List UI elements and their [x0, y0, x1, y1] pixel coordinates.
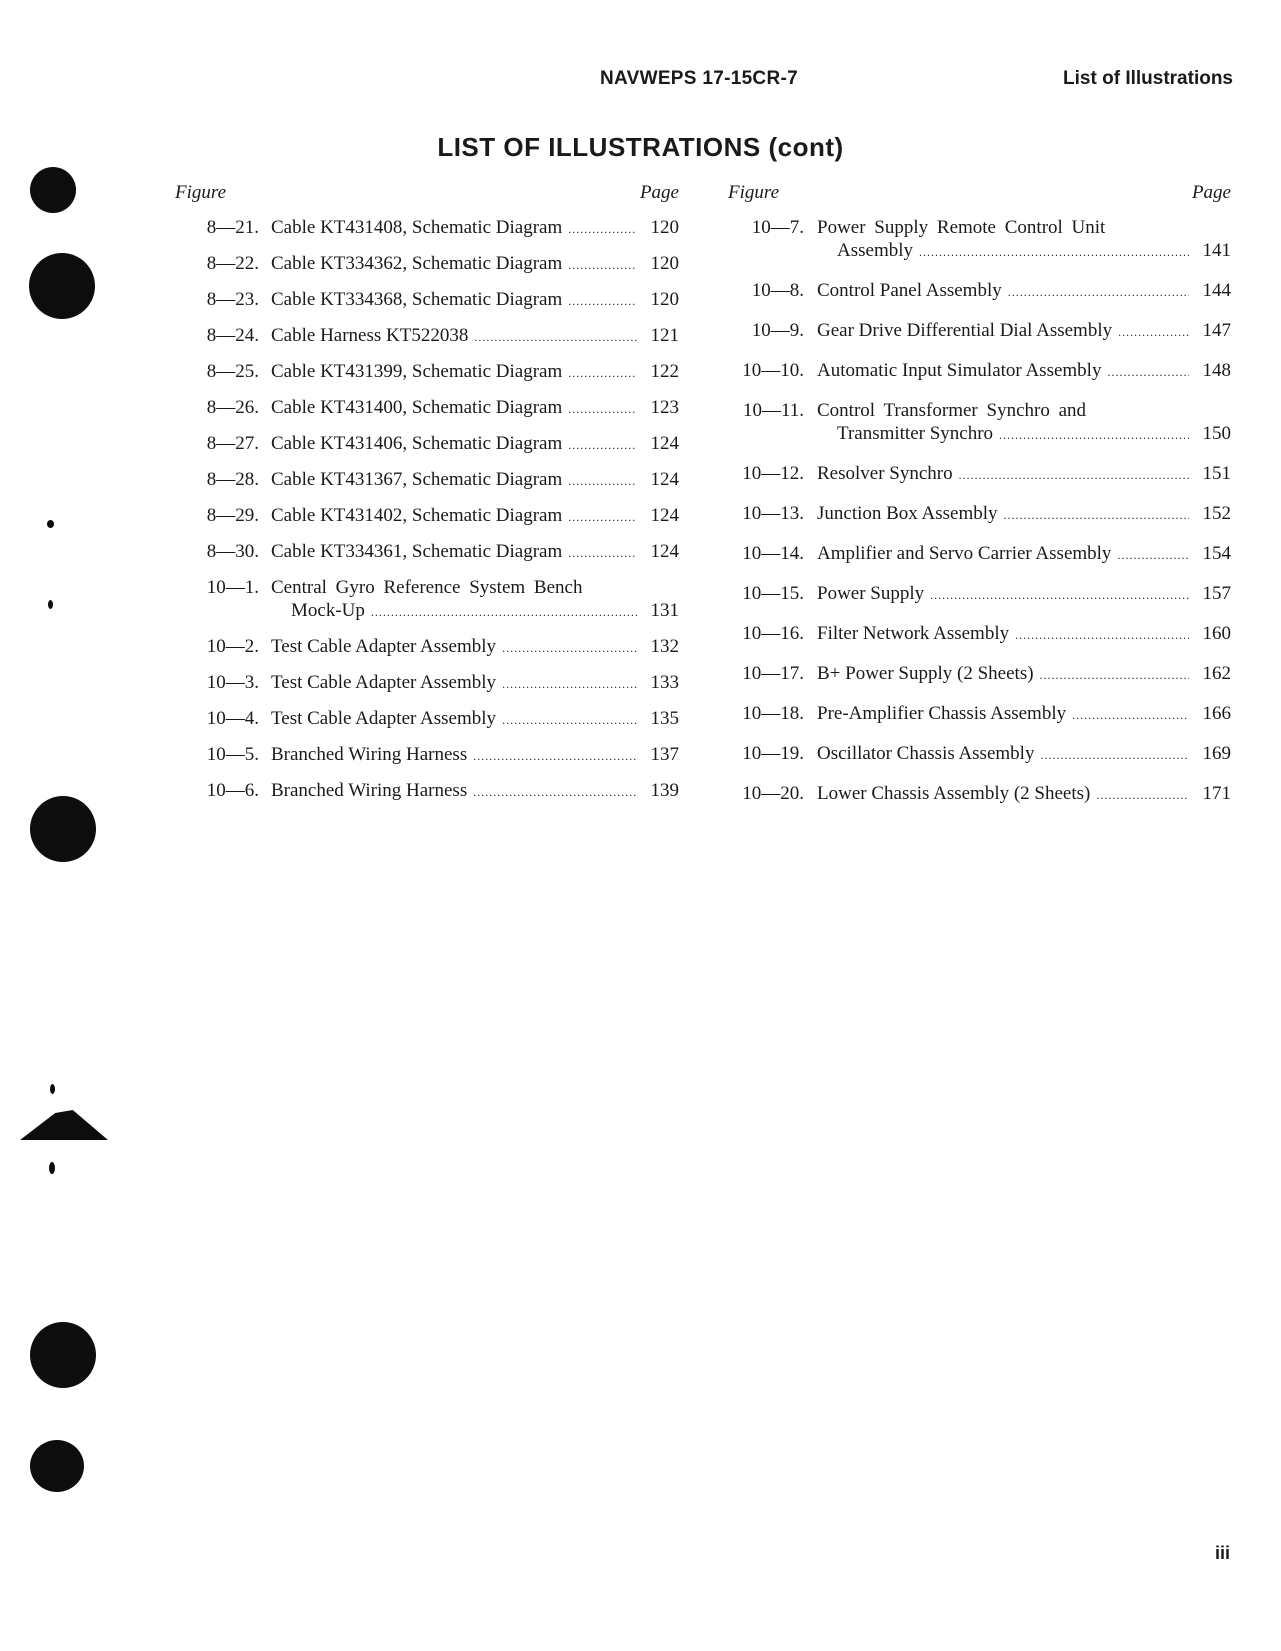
entry-body [817, 542, 1231, 567]
figure-title: Lower Chassis Assembly (2 Sheets) [817, 783, 1091, 804]
figure-title: Cable KT431367, Schematic Diagram [271, 469, 563, 490]
figure-number: 10—11. [742, 400, 804, 421]
figure-number: 10—7. [751, 217, 804, 238]
dot-leader [568, 254, 637, 277]
list-item [175, 540, 679, 565]
figure-title: Cable KT334368, Schematic Diagram [271, 289, 563, 310]
column-header [728, 182, 1231, 206]
punch-hole [30, 1322, 96, 1388]
figure-title-continued: Assembly [837, 240, 913, 261]
punch-hole [29, 253, 95, 319]
entry-body [271, 324, 679, 349]
page-ref: 141 [1202, 240, 1231, 261]
list-item [728, 742, 1231, 767]
dot-leader [1117, 544, 1189, 567]
page-ref: 123 [650, 397, 679, 418]
punch-hole [47, 520, 54, 528]
punch-hole [48, 600, 53, 609]
figure-number: 10—4. [206, 708, 259, 729]
dot-leader [371, 601, 637, 624]
page-ref: 147 [1202, 320, 1231, 341]
figure-title: Control Transformer Synchro and [817, 400, 1087, 421]
dot-leader [502, 709, 637, 732]
page-ref: 166 [1202, 703, 1231, 724]
dot-leader [568, 470, 637, 493]
page-column-label: Page [1191, 182, 1231, 203]
list-item [175, 576, 679, 624]
figure-number: 10—1. [206, 577, 259, 598]
page-ref: 152 [1202, 503, 1231, 524]
page-ref: 162 [1202, 663, 1231, 684]
figure-title: Gear Drive Differential Dial Assembly [817, 320, 1113, 341]
page-ref: 121 [650, 325, 679, 346]
entry-title-line [271, 432, 679, 457]
entry-body [817, 622, 1231, 647]
figure-title-continued: Mock-Up [291, 600, 365, 621]
page-ref: 157 [1202, 583, 1231, 604]
page-ref: 120 [650, 217, 679, 238]
list-item [728, 279, 1231, 304]
entry-title-line [271, 743, 679, 768]
figure-number: 10—17. [742, 663, 804, 684]
list-item [175, 468, 679, 493]
page-ref: 120 [650, 289, 679, 310]
entry-title-line [271, 599, 679, 624]
list-item [728, 542, 1231, 567]
list-item [175, 743, 679, 768]
page-ref: 169 [1202, 743, 1231, 764]
list-item [175, 671, 679, 696]
page-ref: 120 [650, 253, 679, 274]
page-ref: 133 [650, 672, 679, 693]
figure-title: Filter Network Assembly [817, 623, 1010, 644]
figure-title: Central Gyro Reference System Bench [271, 577, 583, 598]
figure-title: Pre-Amplifier Chassis Assembly [817, 703, 1067, 724]
figure-number: 8—25. [206, 361, 259, 382]
entry-title-line [271, 671, 679, 696]
figure-title: Cable KT431400, Schematic Diagram [271, 397, 563, 418]
figure-title: Cable KT431399, Schematic Diagram [271, 361, 563, 382]
page-ref: 132 [650, 636, 679, 657]
figure-number: 8—23. [206, 289, 259, 310]
figure-number: 10—15. [742, 583, 804, 604]
dot-leader [1072, 704, 1189, 727]
figure-title: Test Cable Adapter Assembly [271, 636, 497, 657]
punch-hole [30, 1440, 84, 1492]
entry-body [817, 702, 1231, 727]
list-item [175, 360, 679, 385]
entry-body [271, 288, 679, 313]
list-item [175, 396, 679, 421]
figure-title: Test Cable Adapter Assembly [271, 672, 497, 693]
list-item [728, 782, 1231, 807]
entry-title-line [817, 216, 1231, 239]
list-item [728, 319, 1231, 344]
entry-title-line [817, 279, 1231, 304]
entry-body [271, 576, 679, 624]
figure-column-label: Figure [728, 182, 780, 203]
entry-title-line [271, 504, 679, 529]
figure-number: 8—26. [206, 397, 259, 418]
figure-title: Branched Wiring Harness [271, 744, 468, 765]
entry-title-line [271, 779, 679, 804]
figure-number: 10—8. [751, 280, 804, 301]
dot-leader [930, 584, 1189, 607]
figure-number: 10—10. [742, 360, 804, 381]
entry-body [271, 707, 679, 732]
dot-leader [1015, 624, 1189, 647]
page-ref: 124 [650, 505, 679, 526]
figure-number: 10—14. [742, 543, 804, 564]
dot-leader [568, 542, 637, 565]
entry-body [271, 216, 679, 241]
figure-number: 10—20. [742, 783, 804, 804]
dot-leader [1107, 361, 1189, 384]
entry-title-line [817, 399, 1231, 422]
figure-number: 8—27. [206, 433, 259, 454]
dot-leader [1118, 321, 1189, 344]
entry-body [271, 540, 679, 565]
entry-body [271, 468, 679, 493]
section-title: List of Illustrations [1063, 68, 1233, 89]
entry-title-line [817, 542, 1231, 567]
figure-title: Power Supply Remote Control Unit [817, 217, 1106, 238]
punch-hole [50, 1084, 55, 1094]
entry-body [817, 399, 1231, 447]
illustrations-right-column [728, 182, 1231, 822]
figure-number: 10—6. [206, 780, 259, 801]
entry-title-line [817, 782, 1231, 807]
figure-number: 8—29. [206, 505, 259, 526]
dot-leader [568, 398, 637, 421]
figure-number: 10—9. [751, 320, 804, 341]
page-ref: 150 [1202, 423, 1231, 444]
list-item [728, 216, 1231, 264]
figure-title: Oscillator Chassis Assembly [817, 743, 1035, 764]
entry-title-line [817, 662, 1231, 687]
figure-title: Power Supply [817, 583, 925, 604]
figure-title: Automatic Input Simulator Assembly [817, 360, 1102, 381]
dot-leader [568, 218, 637, 241]
dot-leader [568, 506, 637, 529]
entry-body [271, 635, 679, 660]
dot-leader [502, 673, 637, 696]
column-header [175, 182, 679, 206]
figure-number: 10—16. [742, 623, 804, 644]
list-item [175, 707, 679, 732]
entry-title-line [817, 702, 1231, 727]
dot-leader [1096, 784, 1189, 807]
dot-leader [1040, 664, 1189, 687]
figure-number: 10—13. [742, 503, 804, 524]
entry-body [817, 582, 1231, 607]
page-ref: 154 [1202, 543, 1231, 564]
list-item [175, 324, 679, 349]
dot-leader [959, 464, 1189, 487]
figure-title: Cable KT431406, Schematic Diagram [271, 433, 563, 454]
entry-body [271, 504, 679, 529]
page-ref: 160 [1202, 623, 1231, 644]
page-ref: 124 [650, 433, 679, 454]
entry-body [817, 502, 1231, 527]
entry-body [817, 662, 1231, 687]
dot-leader [1040, 744, 1189, 767]
punch-hole [49, 1162, 55, 1174]
page-ref: 151 [1202, 463, 1231, 484]
entry-body [817, 279, 1231, 304]
figure-title: Amplifier and Servo Carrier Assembly [817, 543, 1112, 564]
list-item [728, 359, 1231, 384]
list-item [728, 502, 1231, 527]
figure-number: 10—19. [742, 743, 804, 764]
page-ref: 171 [1202, 783, 1231, 804]
page-ref: 137 [650, 744, 679, 765]
figure-title: Control Panel Assembly [817, 280, 1002, 301]
entry-title-line [271, 540, 679, 565]
list-item [728, 622, 1231, 647]
page-number: iii [1215, 1543, 1231, 1563]
list-item [175, 432, 679, 457]
figure-title: Branched Wiring Harness [271, 780, 468, 801]
entry-title-line [271, 576, 679, 599]
figure-title: Cable KT334362, Schematic Diagram [271, 253, 563, 274]
entry-title-line [271, 252, 679, 277]
dot-leader [999, 424, 1189, 447]
entry-title-line [817, 462, 1231, 487]
figure-title: Junction Box Assembly [817, 503, 998, 524]
page-ref: 139 [650, 780, 679, 801]
page-ref: 148 [1202, 360, 1231, 381]
dot-leader [568, 434, 637, 457]
entry-body [817, 319, 1231, 344]
entry-title-line [817, 319, 1231, 344]
page-ref: 124 [650, 469, 679, 490]
entry-title-line [817, 422, 1231, 447]
entry-title-line [271, 635, 679, 660]
list-item [175, 288, 679, 313]
page-title: LIST OF ILLUSTRATIONS (cont) [437, 132, 844, 162]
list-item [728, 399, 1231, 447]
figure-number: 8—30. [206, 541, 259, 562]
list-item [728, 702, 1231, 727]
figure-column-label: Figure [175, 182, 227, 203]
entry-title-line [817, 582, 1231, 607]
entry-title-line [271, 468, 679, 493]
dot-leader [502, 637, 637, 660]
entry-title-line [817, 239, 1231, 264]
list-item [175, 635, 679, 660]
dot-leader [473, 745, 637, 768]
list-item [175, 779, 679, 804]
list-item [728, 462, 1231, 487]
entry-title-line [817, 359, 1231, 384]
punch-hole [30, 167, 76, 213]
page-ref: 122 [650, 361, 679, 382]
document-number: NAVWEPS 17-15CR-7 [600, 68, 798, 89]
figure-number: 10—2. [206, 636, 259, 657]
entry-title-line [817, 622, 1231, 647]
entry-body [271, 396, 679, 421]
figure-number: 10—12. [742, 463, 804, 484]
figure-title: Cable KT334361, Schematic Diagram [271, 541, 563, 562]
list-item [175, 216, 679, 241]
entry-title-line [271, 288, 679, 313]
figure-title: Resolver Synchro [817, 463, 953, 484]
entry-body [271, 743, 679, 768]
dot-leader [919, 241, 1189, 264]
entry-body [817, 216, 1231, 264]
dot-leader [1004, 504, 1189, 527]
punch-hole [30, 796, 96, 862]
figure-title-continued: Transmitter Synchro [837, 423, 994, 444]
figure-title: B+ Power Supply (2 Sheets) [817, 663, 1034, 684]
page-ref: 124 [650, 541, 679, 562]
entry-title-line [817, 502, 1231, 527]
page-ref: 131 [650, 600, 679, 621]
figure-number: 8—22. [206, 253, 259, 274]
figure-title: Test Cable Adapter Assembly [271, 708, 497, 729]
entry-body [271, 671, 679, 696]
list-item [728, 662, 1231, 687]
page-column-label: Page [639, 182, 679, 203]
entry-body [817, 782, 1231, 807]
dot-leader [474, 326, 637, 349]
binding-mark [20, 1110, 108, 1140]
dot-leader [473, 781, 637, 804]
entry-title-line [271, 360, 679, 385]
entry-body [817, 462, 1231, 487]
entry-body [271, 360, 679, 385]
figure-title: Cable Harness KT522038 [271, 325, 469, 346]
entry-title-line [271, 216, 679, 241]
figure-number: 8—28. [206, 469, 259, 490]
list-item [175, 252, 679, 277]
dot-leader [568, 362, 637, 385]
entry-body [817, 359, 1231, 384]
figure-title: Cable KT431402, Schematic Diagram [271, 505, 563, 526]
entry-body [271, 432, 679, 457]
entry-title-line [271, 324, 679, 349]
figure-number: 10—3. [206, 672, 259, 693]
figure-number: 8—21. [206, 217, 259, 238]
entry-title-line [271, 396, 679, 421]
list-item [728, 582, 1231, 607]
entry-title-line [271, 707, 679, 732]
dot-leader [568, 290, 637, 313]
page-ref: 135 [650, 708, 679, 729]
entry-body [271, 779, 679, 804]
entry-body [271, 252, 679, 277]
illustrations-left-column [175, 182, 679, 815]
entry-title-line [817, 742, 1231, 767]
entry-body [817, 742, 1231, 767]
figure-title: Cable KT431408, Schematic Diagram [271, 217, 563, 238]
figure-number: 10—18. [742, 703, 804, 724]
figure-number: 10—5. [206, 744, 259, 765]
figure-number: 8—24. [206, 325, 259, 346]
list-item [175, 504, 679, 529]
page-ref: 144 [1202, 280, 1231, 301]
dot-leader [1008, 281, 1189, 304]
